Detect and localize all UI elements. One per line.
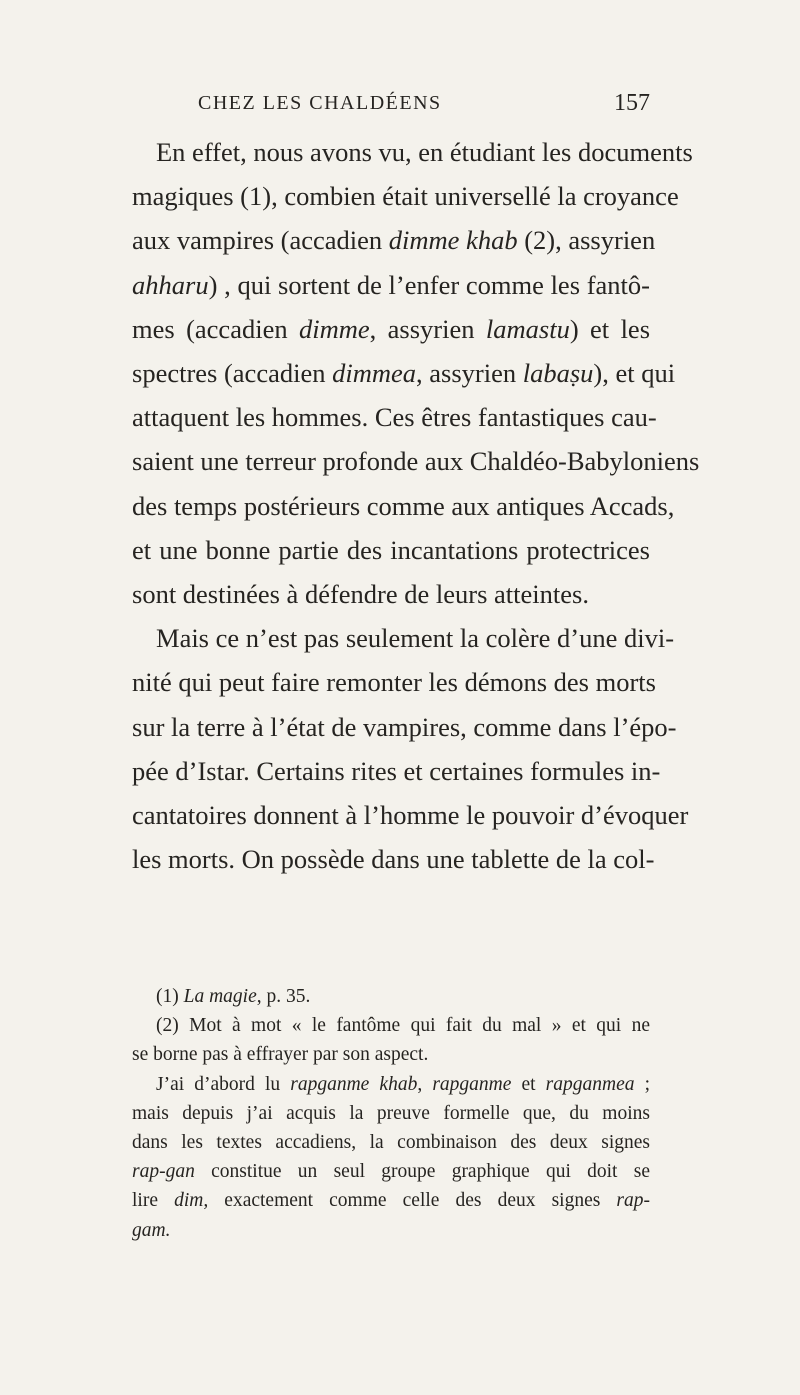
running-head: CHEZ LES CHALDÉENS [198, 92, 442, 114]
body-line: attaquent les hommes. Ces êtres fantastiques cau- [132, 402, 657, 433]
footnote-line: rap-gan constitue un seul groupe graphique qui doit se [132, 1161, 650, 1183]
body-line: les morts. On possède dans une tablette de la col- [132, 844, 655, 875]
body-line: spectres (accadien dimmea, assyrien labaṣu), et qui [132, 358, 676, 389]
footnote-line: J’ai d’abord lu rapganme khab, rapganme et rapganmea ; [156, 1073, 651, 1095]
footnote-line: (2) Mot à mot « le fantôme qui fait du mal » et qui ne [156, 1015, 650, 1037]
body-line: aux vampires (accadien dimme khab (2), assyrien [132, 225, 656, 256]
body-line: ahharu) , qui sortent de l’enfer comme les fantô- [132, 269, 650, 300]
body-line: En effet, nous avons vu, en étudiant les documents [156, 137, 693, 167]
body-line: magiques (1), combien était universellé la croyance [132, 181, 679, 212]
body-line: des temps postérieurs comme aux antiques Accads, [132, 490, 675, 521]
footnote-line: se borne pas à effrayer par son aspect. [132, 1044, 429, 1066]
body-line: nité qui peut faire remonter les démons des morts [132, 667, 656, 698]
page-number: 157 [614, 90, 650, 116]
body-text [132, 130, 700, 881]
body-line: pée d’Istar. Certains rites et certaines formules in- [132, 755, 661, 786]
body-line: et une bonne partie des incantations protectrices [132, 534, 650, 565]
body-line: mes (accadien dimme, assyrien lamastu) et les [132, 313, 651, 344]
footnote-line: dans les textes accadiens, la combinaison des deux signes [132, 1132, 650, 1154]
body-line: cantatoires donnent à l’homme le pouvoir d’évoquer [132, 800, 689, 831]
body-line: sur la terre à l’état de vampires, comme dans l’épo- [132, 711, 677, 742]
footnote-line: mais depuis j’ai acquis la preuve formelle que, du moins [132, 1102, 650, 1124]
footnote-line: (1) La magie, p. 35. [156, 986, 311, 1007]
page-header [132, 92, 650, 124]
body-line: saient une terreur profonde aux Chaldéo-Babyloniens [132, 446, 700, 477]
footnotes [132, 982, 650, 1245]
body-line: Mais ce n’est pas seulement la colère d’une divi- [156, 623, 675, 654]
footnote-line: lire dim, exactement comme celle des deux signes rap- [132, 1190, 651, 1212]
footnote-line: gam. [132, 1219, 171, 1241]
body-line: sont destinées à défendre de leurs atteintes. [132, 579, 589, 610]
